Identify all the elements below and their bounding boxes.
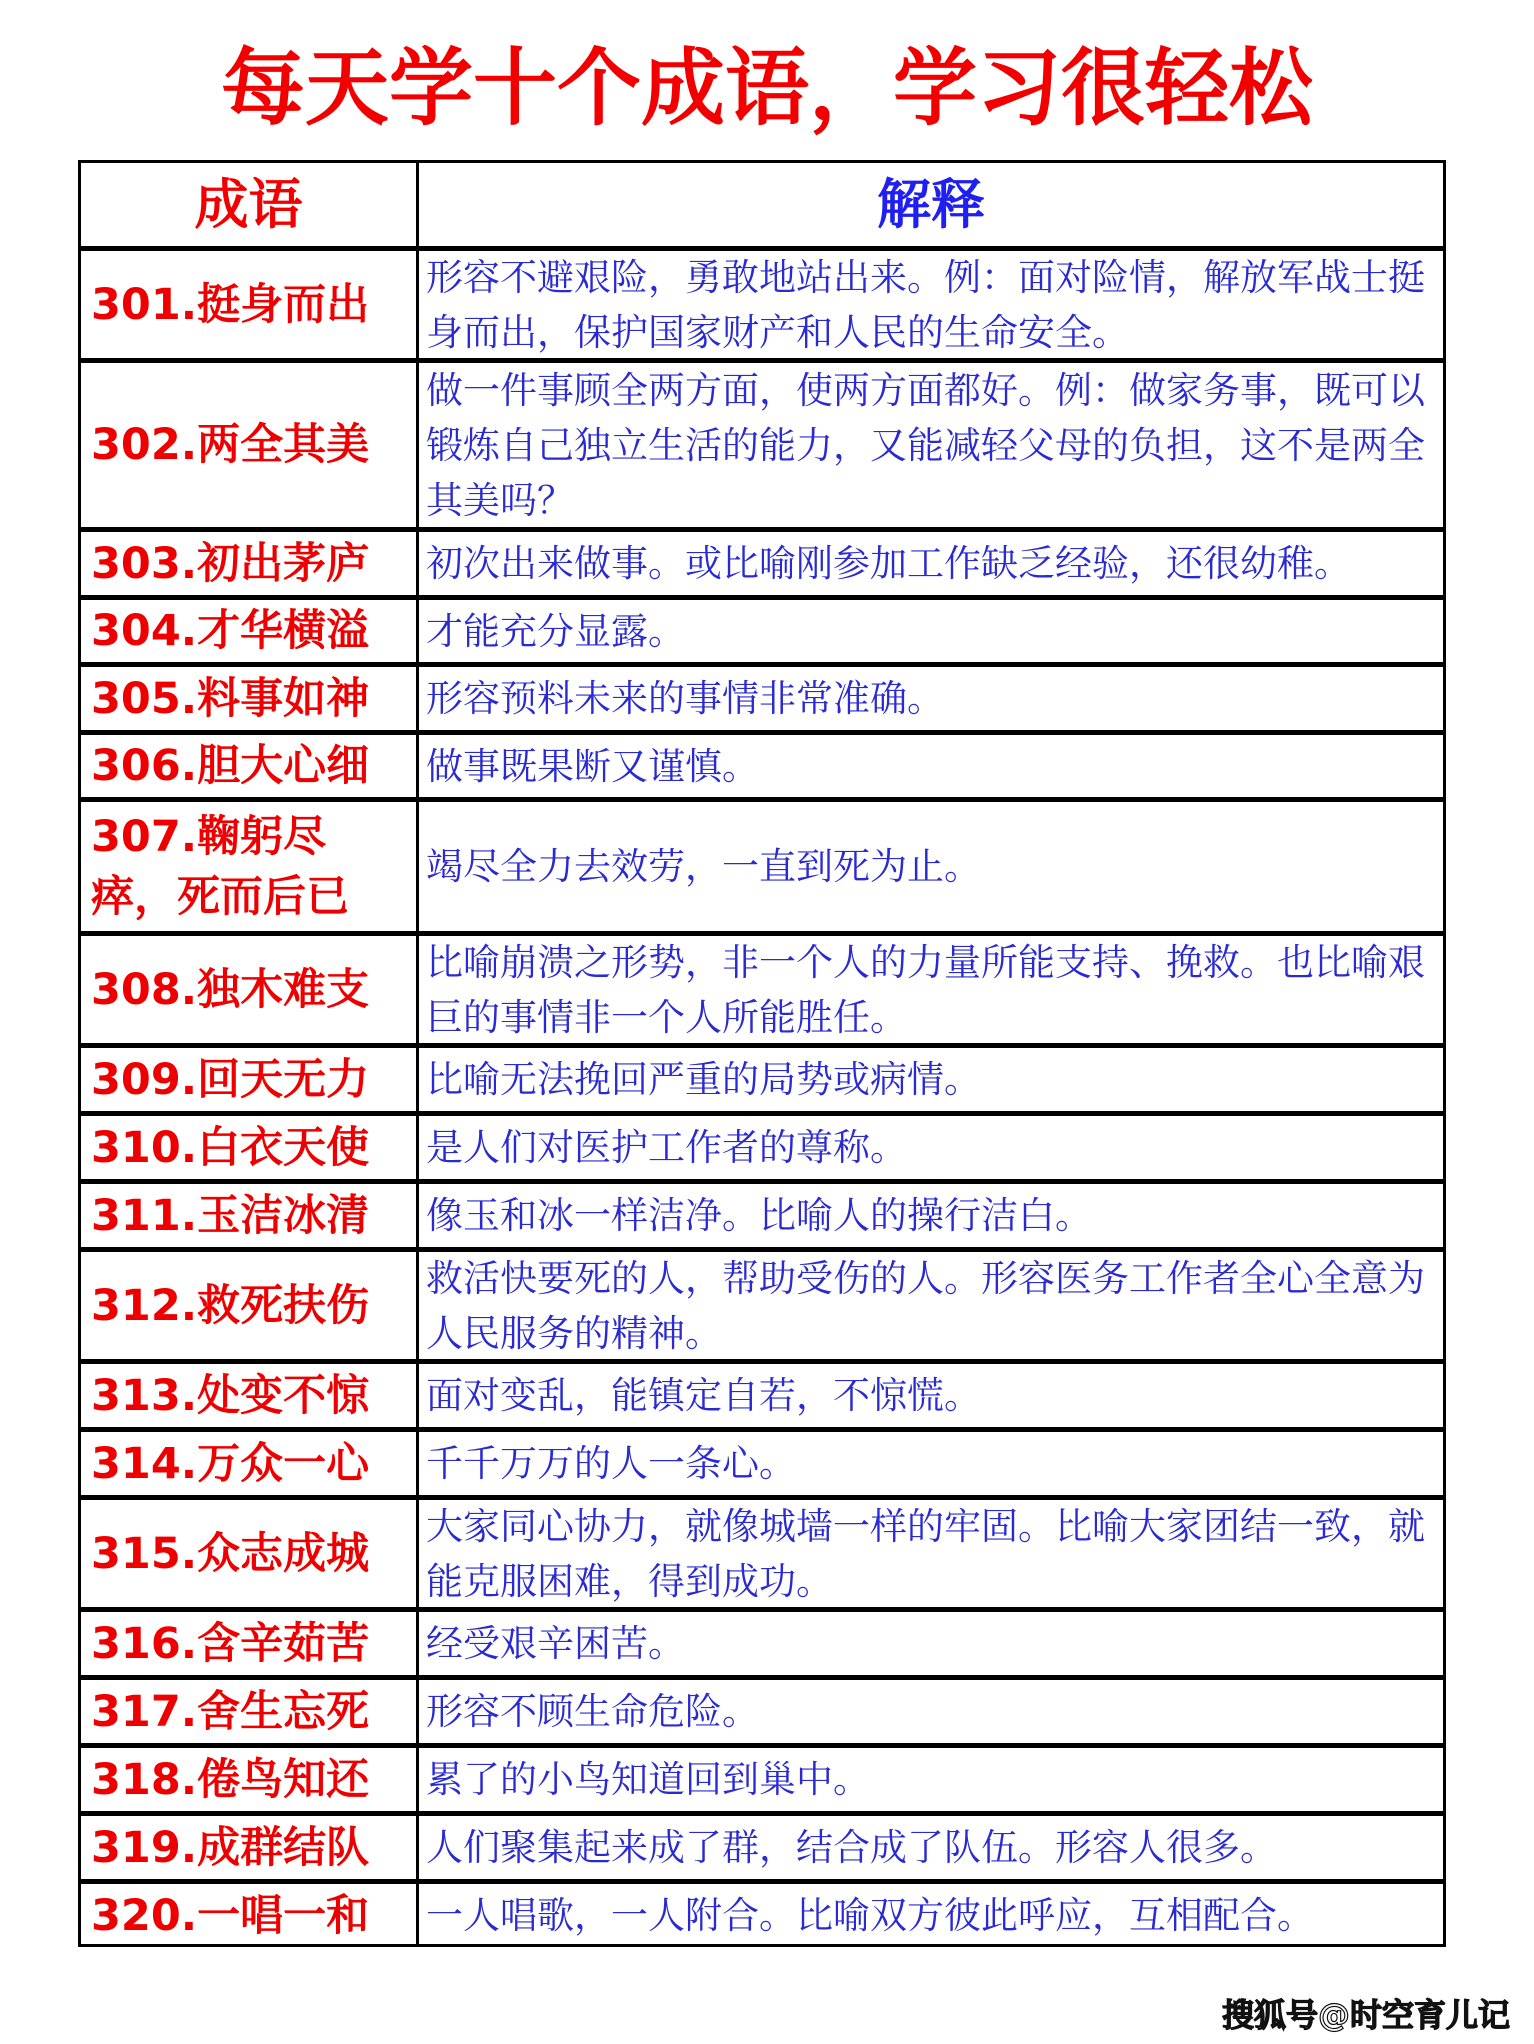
explanation-cell: 形容预料未来的事情非常准确。 — [426, 677, 944, 720]
explanation-cell: 大家同心协力，就像城墙一样的牢固。比喻大家团结一致，就能克服困难，得到成功。 — [426, 1504, 1425, 1603]
table-row — [81, 1743, 1443, 1811]
idiom-cell: 301.挺身而出 — [81, 251, 419, 358]
table-row — [81, 1495, 1443, 1607]
idiom-cell: 320.一唱一和 — [81, 1884, 419, 1947]
table-row — [81, 1427, 1443, 1495]
idiom-cell: 318.倦鸟知还 — [81, 1748, 419, 1811]
idiom-cell: 309.回天无力 — [81, 1048, 419, 1111]
idiom-cell: 308.独木难支 — [81, 936, 419, 1043]
watermark: 搜狐号@时空育儿记 — [1222, 1996, 1511, 2034]
explanation-cell: 形容不顾生命危险。 — [426, 1690, 759, 1733]
idiom-cell: 306.胆大心细 — [81, 735, 419, 797]
table-row — [81, 1179, 1443, 1247]
idiom-cell: 311.玉洁冰清 — [81, 1184, 419, 1247]
idiom-cell: 312.救死扶伤 — [81, 1252, 419, 1359]
table-row — [81, 1043, 1443, 1111]
idiom-cell: 303.初出茅庐 — [81, 532, 419, 595]
explanation-cell: 像玉和冰一样洁净。比喻人的操行洁白。 — [426, 1194, 1092, 1237]
table-row — [81, 1607, 1443, 1675]
table-row — [81, 1811, 1443, 1879]
idiom-cell: 316.含辛茹苦 — [81, 1612, 419, 1675]
table-row — [81, 1111, 1443, 1179]
explanation-cell: 一人唱歌，一人附合。比喻双方彼此呼应，互相配合。 — [426, 1894, 1314, 1937]
column-header-idiom: 成语 — [81, 163, 419, 246]
explanation-cell: 形容不避艰险，勇敢地站出来。例：面对险情，解放军战士挺身而出，保护国家财产和人民的生命安全。 — [426, 255, 1425, 354]
explanation-cell: 比喻崩溃之形势，非一个人的力量所能支持、挽救。也比喻艰巨的事情非一个人所能胜任。 — [426, 940, 1425, 1039]
table-row — [81, 246, 1443, 358]
explanation-cell: 竭尽全力去效劳，一直到死为止。 — [426, 845, 981, 888]
idiom-cell: 314.万众一心 — [81, 1432, 419, 1495]
explanation-cell: 救活快要死的人，帮助受伤的人。形容医务工作者全心全意为人民服务的精神。 — [426, 1256, 1425, 1355]
explanation-cell: 做一件事顾全两方面，使两方面都好。例：做家务事，既可以锻炼自己独立生活的能力，又能减轻父母的负担，这不是两全其美吗？ — [426, 368, 1425, 522]
explanation-cell: 累了的小鸟知道回到巢中。 — [426, 1758, 870, 1801]
table-row — [81, 931, 1443, 1043]
table-row — [81, 1247, 1443, 1359]
explanation-cell: 经受艰辛困苦。 — [426, 1622, 685, 1665]
idiom-cell: 304.才华横溢 — [81, 600, 419, 662]
idiom-cell: 307.鞠躬尽瘁，死而后已 — [81, 802, 419, 931]
table-row — [81, 797, 1443, 931]
explanation-cell: 人们聚集起来成了群，结合成了队伍。形容人很多。 — [426, 1826, 1277, 1869]
explanation-cell: 面对变乱，能镇定自若，不惊慌。 — [426, 1374, 981, 1417]
explanation-cell: 是人们对医护工作者的尊称。 — [426, 1126, 907, 1169]
page-title: 每天学十个成语，学习很轻松 — [220, 39, 1313, 137]
idiom-cell: 310.白衣天使 — [81, 1116, 419, 1179]
idiom-cell: 315.众志成城 — [81, 1500, 419, 1607]
explanation-cell: 比喻无法挽回严重的局势或病情。 — [426, 1058, 981, 1101]
idiom-cell: 313.处变不惊 — [81, 1364, 419, 1427]
explanation-cell: 千千万万的人一条心。 — [426, 1442, 796, 1485]
idiom-cell: 319.成群结队 — [81, 1816, 419, 1879]
idiom-table — [78, 160, 1446, 1947]
table-row — [81, 1359, 1443, 1427]
explanation-cell: 初次出来做事。或比喻刚参加工作缺乏经验，还很幼稚。 — [426, 542, 1351, 585]
table-row — [81, 1675, 1443, 1743]
table-row — [81, 662, 1443, 730]
table-row — [81, 730, 1443, 797]
idiom-cell: 305.料事如神 — [81, 667, 419, 730]
table-row — [81, 595, 1443, 662]
table-row — [81, 1879, 1443, 1947]
idiom-cell: 317.舍生忘死 — [81, 1680, 419, 1743]
table-header-row — [81, 163, 1443, 246]
idiom-cell: 302.两全其美 — [81, 363, 419, 527]
explanation-cell: 做事既果断又谨慎。 — [426, 744, 759, 788]
column-header-explanation: 解释 — [877, 173, 985, 236]
table-row — [81, 358, 1443, 527]
explanation-cell: 才能充分显露。 — [426, 609, 685, 653]
table-row — [81, 527, 1443, 595]
